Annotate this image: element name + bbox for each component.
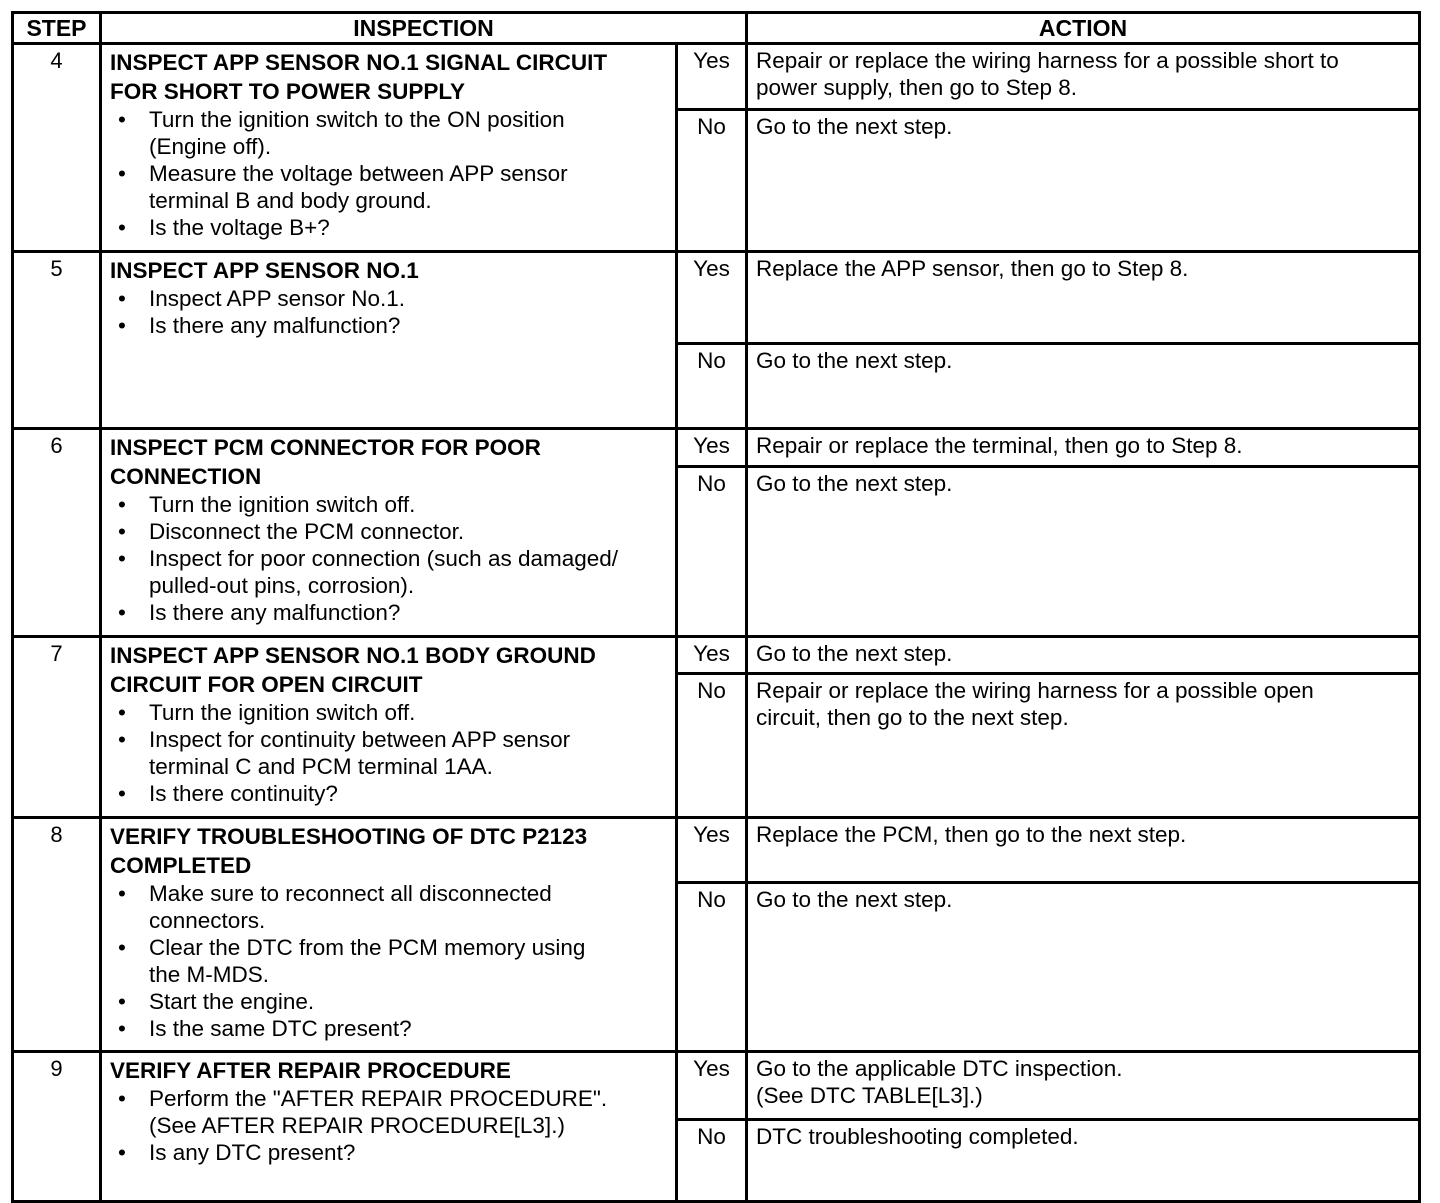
inspection-bullet <box>110 312 669 339</box>
inspection-bullet <box>110 518 669 545</box>
action-line: circuit, then go to the next step. <box>756 705 1069 730</box>
inspection-title <box>110 433 669 491</box>
bullet-line: • Inspect for poor connection (such as damaged/ <box>149 546 619 571</box>
action-cell <box>747 44 1420 252</box>
header-step: STEP <box>13 13 101 44</box>
action-line: Go to the next step. <box>756 471 953 496</box>
yes-label: Yes <box>693 1056 730 1081</box>
step-number: 5 <box>13 252 101 429</box>
inspection-title-line: INSPECT APP SENSOR NO.1 BODY GROUND <box>110 643 596 668</box>
step-number: 8 <box>13 818 101 1052</box>
result-split <box>678 253 745 427</box>
inspection-title-line: INSPECT PCM CONNECTOR FOR POOR <box>110 435 541 460</box>
inspection-bullet <box>110 160 669 214</box>
action-line: power supply, then go to Step 8. <box>756 75 1078 100</box>
inspection-bullet <box>110 934 669 988</box>
inspection-title <box>110 822 669 880</box>
bullet-line: pulled-out pins, corrosion). <box>149 573 415 598</box>
no-label: No <box>678 1118 745 1200</box>
inspection-cell <box>101 429 677 637</box>
inspection-bullet <box>110 780 669 807</box>
action-cell <box>747 637 1420 818</box>
no-action <box>748 1118 1418 1200</box>
bullet-line: • Is there any malfunction? <box>149 313 401 338</box>
inspection-title <box>110 641 669 699</box>
bullet-line: (See AFTER REPAIR PROCEDURE[L3].) <box>149 1113 565 1138</box>
action-split <box>748 253 1418 427</box>
action-line: Go to the next step. <box>756 641 953 666</box>
no-action <box>748 108 1418 250</box>
no-action <box>748 465 1418 635</box>
bullet-line: • Is there continuity? <box>149 781 338 806</box>
action-line: DTC troubleshooting completed. <box>756 1124 1079 1149</box>
yes-action <box>748 819 1418 881</box>
bullet-line: connectors. <box>149 908 266 933</box>
inspection-title-line: VERIFY TROUBLESHOOTING OF DTC P2123 <box>110 824 588 849</box>
inspection-title-line: CIRCUIT FOR OPEN CIRCUIT <box>110 672 423 697</box>
inspection-title <box>110 1056 669 1085</box>
bullet-line: • Disconnect the PCM connector. <box>149 519 465 544</box>
result-cell <box>677 429 747 637</box>
bullet-line: • Perform the "AFTER REPAIR PROCEDURE". <box>149 1086 608 1111</box>
bullet-line: terminal B and body ground. <box>149 188 432 213</box>
yes-action <box>748 253 1418 342</box>
inspection-bullet <box>110 545 669 599</box>
inspection-bullet <box>110 214 669 241</box>
no-label: No <box>678 672 745 816</box>
bullet-line: • Start the engine. <box>149 989 315 1014</box>
yes-label: Yes <box>693 822 730 847</box>
action-cell <box>747 1052 1420 1202</box>
action-line: Replace the APP sensor, then go to Step 8. <box>756 256 1189 281</box>
no-action <box>748 342 1418 427</box>
yes-label: Yes <box>693 48 730 73</box>
action-line: Go to the next step. <box>756 887 953 912</box>
bullet-line: • Is there any malfunction? <box>149 600 401 625</box>
bullet-line: • Make sure to reconnect all disconnected <box>149 881 552 906</box>
step-row <box>13 252 1420 429</box>
action-line: Repair or replace the wiring harness for a possible short to <box>756 48 1339 73</box>
bullet-line: • Clear the DTC from the PCM memory using <box>149 935 586 960</box>
inspection-cell <box>101 637 677 818</box>
no-label: No <box>678 465 745 635</box>
step-row <box>13 818 1420 1052</box>
inspection-title-line: VERIFY AFTER REPAIR PROCEDURE <box>110 1058 511 1083</box>
inspection-title <box>110 48 669 106</box>
header-action: ACTION <box>747 13 1420 44</box>
bullet-line: terminal C and PCM terminal 1AA. <box>149 754 493 779</box>
header-row <box>13 13 1420 44</box>
no-label: No <box>678 108 745 250</box>
step-number: 7 <box>13 637 101 818</box>
inspection-bullets <box>110 285 669 339</box>
yes-action <box>748 430 1418 465</box>
step-number: 9 <box>13 1052 101 1202</box>
action-split <box>748 638 1418 816</box>
result-cell <box>677 252 747 429</box>
yes-label: Yes <box>693 433 730 458</box>
action-cell <box>747 818 1420 1052</box>
action-split <box>748 1053 1418 1200</box>
inspection-title-line: INSPECT APP SENSOR NO.1 SIGNAL CIRCUIT <box>110 50 608 75</box>
action-line: Go to the next step. <box>756 348 953 373</box>
action-line: Go to the next step. <box>756 114 953 139</box>
result-cell <box>677 44 747 252</box>
bullet-line: • Turn the ignition switch off. <box>149 700 416 725</box>
bullet-line: • Measure the voltage between APP sensor <box>149 161 568 186</box>
inspection-title-line: COMPLETED <box>110 853 252 878</box>
bullet-line: • Inspect for continuity between APP sensor <box>149 727 571 752</box>
result-split <box>678 638 745 816</box>
action-line: Repair or replace the wiring harness for a possible open <box>756 678 1314 703</box>
inspection-bullet <box>110 491 669 518</box>
inspection-cell <box>101 252 677 429</box>
inspection-bullets <box>110 1085 669 1166</box>
bullet-line: • Is any DTC present? <box>149 1140 356 1165</box>
no-label: No <box>678 342 745 427</box>
step-number: 4 <box>13 44 101 252</box>
step-row <box>13 429 1420 637</box>
result-cell <box>677 637 747 818</box>
inspection-bullets <box>110 106 669 241</box>
inspection-title-line: INSPECT APP SENSOR NO.1 <box>110 258 419 283</box>
result-split <box>678 430 745 635</box>
yes-label: Yes <box>693 256 730 281</box>
action-split <box>748 819 1418 1050</box>
bullet-line: • Turn the ignition switch to the ON position <box>149 107 565 132</box>
inspection-bullet <box>110 106 669 160</box>
header-inspection: INSPECTION <box>101 13 747 44</box>
inspection-title <box>110 256 669 285</box>
inspection-bullet <box>110 1015 669 1042</box>
yes-action <box>748 1053 1418 1118</box>
bullet-line: • Turn the ignition switch off. <box>149 492 416 517</box>
bullet-line: • Inspect APP sensor No.1. <box>149 286 405 311</box>
inspection-bullets <box>110 699 669 807</box>
inspection-bullet <box>110 1139 669 1166</box>
inspection-bullets <box>110 880 669 1042</box>
inspection-cell <box>101 818 677 1052</box>
action-cell <box>747 252 1420 429</box>
yes-action <box>748 638 1418 672</box>
action-line: Replace the PCM, then go to the next step. <box>756 822 1187 847</box>
bullet-line: • Is the voltage B+? <box>149 215 330 240</box>
yes-action <box>748 45 1418 108</box>
step-number: 6 <box>13 429 101 637</box>
inspection-bullets <box>110 491 669 626</box>
bullet-line: (Engine off). <box>149 134 272 159</box>
step-row <box>13 637 1420 818</box>
troubleshooting-table <box>11 11 1421 1203</box>
no-action <box>748 672 1418 816</box>
inspection-bullet <box>110 726 669 780</box>
step-row <box>13 44 1420 252</box>
result-cell <box>677 818 747 1052</box>
action-split <box>748 45 1418 250</box>
action-split <box>748 430 1418 635</box>
inspection-cell <box>101 44 677 252</box>
yes-label: Yes <box>693 641 730 666</box>
inspection-bullet <box>110 699 669 726</box>
bullet-line: the M-MDS. <box>149 962 270 987</box>
inspection-bullet <box>110 599 669 626</box>
inspection-cell <box>101 1052 677 1202</box>
result-split <box>678 819 745 1050</box>
action-line: Go to the applicable DTC inspection. <box>756 1056 1123 1081</box>
result-split <box>678 1053 745 1200</box>
result-split <box>678 45 745 250</box>
inspection-bullet <box>110 880 669 934</box>
action-cell <box>747 429 1420 637</box>
step-row <box>13 1052 1420 1202</box>
inspection-bullet <box>110 285 669 312</box>
bullet-line: • Is the same DTC present? <box>149 1016 412 1041</box>
result-cell <box>677 1052 747 1202</box>
no-action <box>748 881 1418 1050</box>
action-line: Repair or replace the terminal, then go to Step 8. <box>756 433 1243 458</box>
action-line: (See DTC TABLE[L3].) <box>756 1083 983 1108</box>
inspection-bullet <box>110 1085 669 1139</box>
inspection-bullet <box>110 988 669 1015</box>
inspection-title-line: FOR SHORT TO POWER SUPPLY <box>110 79 466 104</box>
inspection-title-line: CONNECTION <box>110 464 262 489</box>
no-label: No <box>678 881 745 1050</box>
